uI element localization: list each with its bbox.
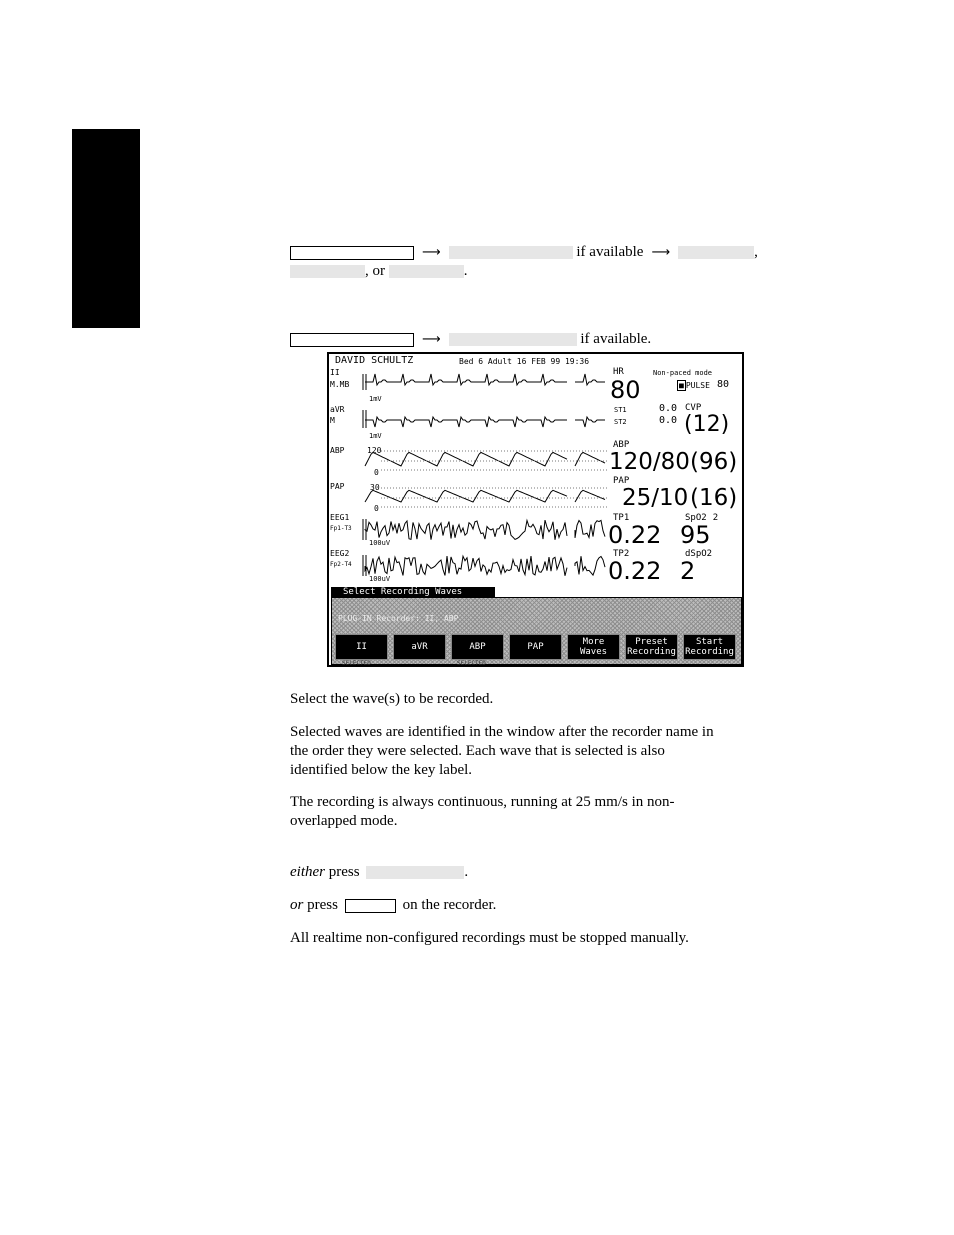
ecg-ii-wave bbox=[365, 374, 605, 385]
cvp-value: (12) bbox=[684, 412, 730, 437]
wave-sublabel-eeg1: Fp1-T3 bbox=[330, 525, 352, 532]
calibration-bar-0 bbox=[363, 374, 366, 390]
abp-wave bbox=[365, 452, 605, 466]
pulse-alarm-icon: ■ bbox=[679, 381, 684, 390]
instruction-stopped: All realtime non-configured recordings must be stopped manually. bbox=[290, 930, 689, 946]
pacing-mode: Non-paced mode bbox=[653, 369, 713, 377]
arrow-icon: ⟶ bbox=[422, 245, 441, 260]
pap-wave bbox=[365, 490, 605, 502]
cvp-label: CVP bbox=[685, 403, 702, 413]
instruction-either: either press . bbox=[290, 864, 469, 880]
selected-indicator-abp: SELECTED bbox=[457, 660, 486, 667]
instruction-selected-3: identified below the key label. bbox=[290, 762, 473, 778]
tp1-label: TP1 bbox=[613, 513, 630, 523]
bed-info: Bed 6 Adult 16 FEB 99 19:36 bbox=[459, 357, 590, 366]
dspo2-value: 2 bbox=[680, 557, 696, 585]
recorder-hardkey-placeholder[interactable] bbox=[345, 899, 396, 913]
softkey-placeholder[interactable] bbox=[389, 265, 464, 278]
abp-label: ABP bbox=[613, 440, 630, 450]
wave-sublabel-avr: M bbox=[330, 416, 335, 425]
wave-scale-pap-lo: 0 bbox=[374, 504, 379, 513]
pulse-value: 80 bbox=[717, 379, 730, 390]
pulse-label: ■ PULSE bbox=[679, 381, 710, 390]
softkey-avr[interactable]: aVR bbox=[393, 634, 446, 660]
hr-value: 80 bbox=[610, 376, 641, 404]
wave-scale-ii: 1mV bbox=[369, 395, 382, 403]
instruction-selected-1: Selected waves are identified in the window after the recorder name in bbox=[290, 724, 714, 740]
chapter-side-tab bbox=[72, 129, 140, 328]
softkey-ii[interactable]: II bbox=[335, 634, 388, 660]
st2-label: ST2 bbox=[614, 418, 627, 426]
patient-name: DAVID SCHULTZ bbox=[335, 355, 414, 366]
step-line-1b: , or . bbox=[290, 262, 468, 281]
wave-label-ii: II bbox=[330, 368, 340, 377]
instruction-select: Select the wave(s) to be recorded. bbox=[290, 691, 494, 707]
pap-value: 25/10 bbox=[622, 485, 689, 511]
arrow-icon: ⟶ bbox=[651, 245, 671, 260]
pap-label: PAP bbox=[613, 476, 630, 486]
dspo2-label: dSpO2 bbox=[685, 549, 713, 559]
softkey-placeholder[interactable] bbox=[449, 333, 577, 346]
tp2-label: TP2 bbox=[613, 549, 630, 559]
st2-value: 0.0 bbox=[659, 415, 678, 426]
menu-title-tab: Select Recording Waves bbox=[331, 587, 495, 598]
step-line-1: ⟶ if available ⟶ , bbox=[290, 243, 758, 262]
tp2-value: 0.22 bbox=[608, 557, 662, 585]
wave-label-avr: aVR bbox=[330, 405, 345, 414]
stop-softkey-placeholder[interactable] bbox=[366, 866, 464, 879]
calibration-bar-1 bbox=[363, 410, 366, 428]
softkey-start-recording[interactable]: Start Recording bbox=[683, 634, 736, 660]
eeg2-wave bbox=[365, 556, 605, 576]
hardkey-placeholder[interactable] bbox=[290, 333, 414, 347]
ecg-avr-wave bbox=[365, 417, 605, 427]
abp-mean: (96) bbox=[690, 449, 738, 475]
softkey-abp[interactable]: ABP bbox=[451, 634, 504, 660]
softkey-placeholder[interactable] bbox=[290, 265, 365, 278]
wave-label-pap: PAP bbox=[330, 482, 345, 491]
softkey-placeholder[interactable] bbox=[449, 246, 573, 259]
wave-scale-eeg2: 100uV bbox=[369, 575, 391, 583]
st1-value: 0.0 bbox=[659, 403, 678, 414]
wave-scale-abp-lo: 0 bbox=[374, 468, 379, 477]
tp1-value: 0.22 bbox=[608, 521, 662, 549]
select-recording-waves-window bbox=[331, 597, 742, 665]
wave-scale-abp-hi: 120 bbox=[367, 446, 382, 455]
wave-scale-pap-hi: 30 bbox=[370, 483, 380, 492]
softkey-more-waves[interactable]: More Waves bbox=[567, 634, 620, 660]
hr-label: HR bbox=[613, 367, 624, 377]
softkey-pap[interactable]: PAP bbox=[509, 634, 562, 660]
instruction-continuous-2: overlapped mode. bbox=[290, 813, 398, 829]
instruction-or: or press on the recorder. bbox=[290, 897, 497, 913]
wave-label-eeg2: EEG2 bbox=[330, 549, 350, 558]
wave-sublabel-eeg2: Fp2-T4 bbox=[330, 561, 352, 568]
abp-value: 120/80 bbox=[609, 449, 690, 475]
spo2-label: SpO2 2 bbox=[685, 513, 719, 523]
wave-scale-avr: 1mV bbox=[369, 432, 382, 440]
step-line-2: ⟶ if available. bbox=[290, 330, 651, 349]
selected-indicator-ii: SELECTED bbox=[342, 660, 371, 667]
eeg1-wave bbox=[365, 520, 605, 540]
wave-label-eeg1: EEG1 bbox=[330, 513, 350, 522]
spo2-value: 95 bbox=[680, 521, 711, 549]
wave-label-abp: ABP bbox=[330, 446, 345, 455]
monitor-screen bbox=[327, 352, 744, 667]
calibration-bar-3 bbox=[363, 555, 366, 576]
softkey-placeholder[interactable] bbox=[678, 246, 754, 259]
instruction-selected-2: the order they were selected. Each wave that is selected is also bbox=[290, 743, 665, 759]
wave-sublabel-ii: M.MB bbox=[330, 380, 350, 389]
st1-label: ST1 bbox=[614, 406, 627, 414]
wave-scale-eeg1: 100uV bbox=[369, 539, 391, 547]
hardkey-placeholder[interactable] bbox=[290, 246, 414, 260]
instruction-continuous-1: The recording is always continuous, running at 25 mm/s in non- bbox=[290, 794, 675, 810]
recorder-prompt: PLUG-IN Recorder: II, ABP bbox=[338, 614, 459, 623]
pap-mean: (16) bbox=[690, 485, 738, 511]
arrow-icon: ⟶ bbox=[422, 332, 441, 347]
softkey-preset-recording[interactable]: Preset Recording bbox=[625, 634, 678, 660]
